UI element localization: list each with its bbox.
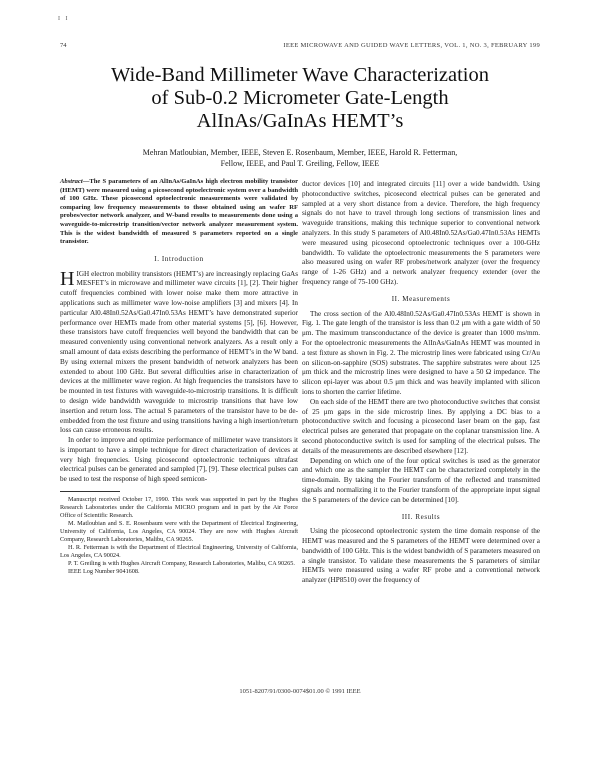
page-number: 74 xyxy=(60,42,67,49)
author-list xyxy=(60,147,540,169)
title-line-1: Wide-Band Millimeter Wave Characterization xyxy=(111,64,489,86)
footnotes xyxy=(60,496,298,576)
intro-paragraph-1 xyxy=(60,267,298,437)
measurements-paragraph-3: Depending on which one of the four optical switches is used as the generator and which one as the sampler the HEMT can be characterized completely in the time-domain. By taking the Fourier transform of the reflected and transmitted signals and normalizing it to the Fourier transform of the appropriate input signal the S parameters of the device can be determined [10]. xyxy=(302,456,540,504)
intro-paragraph-1-text: IGH electron mobility transistors (HEMT’s) are increasingly replacing GaAs MESFET’s in microwave and millimeter wave circuits [1], [2]. Their higher cutoff frequencies combined with lower noise make them more attractive in applications such as millimeter wave low-noise amplifiers [3] and mixers [4]. In particular Al0.48In0.52As/Ga0.47In0.53As HEMT’s have demonstrated superior performance over HEMTs made from other material systems [5], [6]. However, these transistors have cutoff frequencies well beyond the bandwidth that can be measured conveniently using conventional network analyzers. As a result only a small amount of data exists describing the performance of HEMT’s in the W band. By using external mixers the present bandwidth of network analyzers has been extended to about 100 GHz. But several difficulties arise in characterization of devices at the millimeter wave region. At high frequencies the transistors have to be mounted in test fixtures with waveguide-to-microstrip transitions. It is difficult to design wide bandwidth waveguide to microstrip transitions that have low insertion and return loss. The actual S parameters of the transistor have to be de-embedded from the test fixture and using transitions having a high insertion/return loss can cause erroneous results. xyxy=(60,269,298,435)
section-heading-introduction: I. Introduction xyxy=(154,254,204,263)
title-line-2: of Sub-0.2 Micrometer Gate-Length xyxy=(151,87,449,109)
footnote-3: H. R. Fetterman is with the Department of Electrical Engineering, University of California, Los Angeles, CA 90024. xyxy=(60,544,298,560)
section-heading-results: III. Results xyxy=(401,512,441,521)
right-paragraph-1: ductor devices [10] and integrated circuits [11] over a wide bandwidth. Using photoconductive switches, picosecond electrical pulses can be generated and sampled at a very short distance from a device. Therefore, the high frequency signals do not have to travel through long sections of transmission lines and waveguide transitions, making this technique superior to conventional network analyzers. In this study S parameters of Al0.48In0.52As/Ga0.47In0.53As HEMTs were measured using picosecond optoelectronic techniques over a 100-GHz bandwidth. To validate the optoelectronic measurements the S parameters were also measured using on wafer RF probes/network analyzer (over the frequency range of 1-26 GHz) and a network analyzer frequency extender (over the frequency range of 75-100 GHz). xyxy=(302,180,540,286)
footnote-2: M. Matloubian and S. E. Rosenbaum were with the Department of Electrical Engineering, University of California, Los Angeles, CA 90024. They are now with Hughes Aircraft Company, Research Laboratories, Malibu, CA 90265. xyxy=(60,520,298,544)
footnote-4: P. T. Greiling is with Hughes Aircraft Company, Research Laboratories, Malibu, CA 90265. xyxy=(68,560,295,568)
footnote-5: IEEE Log Number 9041608. xyxy=(68,568,140,576)
journal-title: IEEE MICROWAVE AND GUIDED WAVE LETTERS, VOL. 1, NO. 3, FEBRUARY 199 xyxy=(283,42,540,49)
results-paragraph-1: Using the picosecond optoelectronic system the time domain response of the HEMT was measured and the S parameters of the HEMT were determined over a bandwidth of 100 GHz. This is the widest bandwidth of S parameters measured on a single transistor. To validate these measurements the S parameters of similar HEMTs were measured using a wafer RF probe and a conventional network analyzer (HP8510) over the frequency of xyxy=(302,527,540,585)
measurements-paragraph-1: The cross section of the Al0.48In0.52As/Ga0.47In0.53As HEMT is shown in Fig. 1. The gate length of the transistor is less than 0.2 μm with a gate width of 50 μm. The maximum transconductance of the device is greater than 1000 ms/mm. For the optoelectronic measurements the AlInAs/GaInAs HEMT was mounted in a test fixture as shown in Fig. 2. The microstrip lines were fabricated using Cr/Au on silicon-on-sapphire (SOS) substrates. The sapphire substrates were about 125 μm thick and the microstrip lines were designed to have a 50 Ω impedance. The silicon epi-layer was about 0.5 μm thick and was heavily implanted with silicon ions to shorten the carrier lifetime. xyxy=(302,309,540,396)
section-heading-measurements: II. Measurements xyxy=(391,294,451,303)
abstract-text: —The S parameters of an AlInAs/GaInAs high electron mobility transistor (HEMT) were measured using a picosecond optoelectronic system over a bandwidth of 100 GHz. These picosecond optoelectronic measurements were validated by comparing low frequency measurements to those obtained using an wafer RF probes/vector network analyzer, and W-band results to measurements done using a waveguide-to-microstrip transition/vector network analyzer measurement system. This is the widest bandwidth of measured S parameters reported on a single transistor. xyxy=(60,178,298,246)
intro-paragraph-2: In order to improve and optimize performance of millimeter wave transistors it is important to have a simple technique for direct characterization of devices at very high frequencies. Using picosecond optoelectronic techniques ultrafast electrical pulses can be generated and sampled [7], [9]. These electrical pulses can be used to test the response of high speed semicon- xyxy=(60,436,298,484)
running-header xyxy=(60,42,540,52)
title-line-3: AlInAs/GaInAs HEMT’s xyxy=(196,110,404,132)
measurements-paragraph-2: On each side of the HEMT there are two photoconductive switches that consist of 25 μm gaps in the side microstrip lines. By applying a DC bias to a photoconductive switch and focusing a picosecond laser beam on the gap, fast electrical pulses are generated that propagate on the coplanar transmission line. A second photoconductive switch is used for sampling of the electrical pulses. The details of the measurements are described elsewhere [12]. xyxy=(302,397,540,455)
authors-line-2: Fellow, IEEE, and Paul T. Greiling, Fellow, IEEE xyxy=(220,159,380,168)
abstract xyxy=(60,178,298,247)
paper-title xyxy=(60,64,540,133)
corner-mark: I I xyxy=(58,16,70,22)
left-column xyxy=(60,178,298,576)
abstract-lead: Abstract xyxy=(60,178,83,185)
right-column xyxy=(302,180,540,586)
footnote-rule xyxy=(60,491,120,492)
authors-line-1: Mehran Matloubian, Member, IEEE, Steven E. Rosenbaum, Member, IEEE, Harold R. Fetterman, xyxy=(142,148,458,157)
footnote-1: Manuscript received October 17, 1990. This work was supported in part by the Hughes Research Laboratories under the California MICRO program and in part by the Air Force Office of Scientific Research. xyxy=(60,496,298,520)
dropcap: H xyxy=(60,267,75,290)
copyright-line: 1051-8207/91/0300-0074$01.00 © 1991 IEEE xyxy=(239,688,361,695)
